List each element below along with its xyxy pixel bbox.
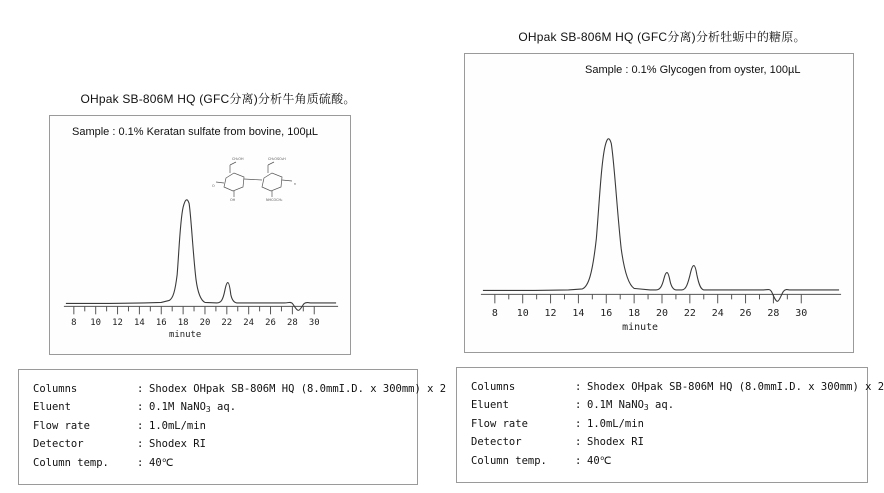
conditions-row (33, 380, 447, 398)
svg-text:28: 28 (767, 308, 780, 320)
svg-text:12: 12 (112, 318, 123, 329)
conditions-key: Detector (471, 436, 522, 449)
conditions-row (33, 417, 405, 435)
svg-text:O: O (212, 184, 215, 188)
svg-text:26: 26 (265, 318, 276, 329)
svg-text:16: 16 (155, 318, 167, 329)
svg-text:CH₂OH: CH₂OH (232, 157, 244, 161)
conditions-value: 0.1M NaNO$_3$ aq. (587, 399, 675, 413)
conditions-row (33, 454, 405, 472)
conditions-value: 0.1M NaNO$_3$ aq. (149, 401, 237, 415)
conditions-row (471, 378, 884, 396)
chart-keratan-sulfate (49, 115, 351, 355)
svg-text:10: 10 (516, 308, 529, 320)
conditions-key: Eluent (33, 401, 71, 414)
conditions-key: Detector (33, 438, 84, 451)
svg-text:18: 18 (628, 308, 641, 320)
svg-text:minute: minute (168, 330, 202, 341)
svg-text:8: 8 (71, 318, 77, 329)
svg-text:OH: OH (230, 198, 236, 202)
svg-text:22: 22 (221, 318, 233, 329)
conditions-sep: : (575, 399, 582, 412)
svg-text:26: 26 (739, 308, 752, 320)
svg-text:30: 30 (308, 318, 320, 329)
conditions-sep: : (137, 438, 144, 451)
svg-text:minute: minute (622, 322, 659, 334)
conditions-table-right (456, 367, 884, 483)
conditions-row (471, 396, 855, 414)
conditions-sep: : (137, 401, 144, 414)
svg-text:24: 24 (711, 308, 724, 320)
conditions-row (471, 433, 855, 451)
conditions-value: Shodex OHpak SB-806M HQ (8.0mmI.D. x 300mm) x 2 (149, 383, 447, 395)
conditions-table-left (18, 369, 447, 485)
conditions-value: 40℃ (587, 454, 612, 467)
conditions-row (471, 415, 855, 433)
svg-text:n: n (294, 182, 297, 186)
svg-text:8: 8 (491, 308, 498, 320)
sample-label-left: Sample : 0.1% Keratan sulfate from bovine, 100µL (72, 126, 319, 138)
conditions-value: 1.0mL/min (149, 419, 206, 432)
conditions-row (471, 452, 855, 470)
panel-title-left: OHpak SB-806M HQ (GFC分离)分析牛角质硫酸。 (80, 92, 356, 106)
conditions-key: Flow rate (471, 417, 528, 430)
svg-text:CH₂OSO₃H: CH₂OSO₃H (268, 157, 286, 161)
svg-text:12: 12 (544, 308, 557, 320)
conditions-key: Column temp. (33, 456, 109, 469)
panel-title-right: OHpak SB-806M HQ (GFC分离)分析牡蛎中的糖原。 (518, 30, 806, 44)
keratan-sulfate-structure-icon (210, 152, 310, 204)
plot-area-right (465, 54, 853, 352)
svg-text:28: 28 (287, 318, 298, 329)
conditions-value: 40℃ (149, 456, 174, 469)
conditions-sep: : (575, 381, 582, 393)
conditions-sep: : (137, 383, 144, 395)
conditions-sep: : (575, 417, 582, 430)
svg-text:NHCOCH₃: NHCOCH₃ (266, 198, 283, 202)
svg-text:30: 30 (795, 308, 808, 320)
conditions-value: Shodex RI (149, 438, 206, 451)
chromatogram-panel-glycogen (456, 28, 884, 483)
conditions-key: Columns (33, 383, 78, 395)
conditions-value: Shodex RI (587, 436, 644, 449)
conditions-key: Eluent (471, 399, 509, 412)
conditions-key: Column temp. (471, 454, 547, 467)
conditions-value: 1.0mL/min (587, 417, 644, 430)
conditions-key: Columns (471, 381, 516, 393)
sample-label-right: Sample : 0.1% Glycogen from oyster, 100µL (585, 64, 801, 76)
svg-text:20: 20 (655, 308, 668, 320)
conditions-row (33, 398, 405, 416)
conditions-sep: : (575, 436, 582, 449)
conditions-key: Flow rate (33, 419, 90, 432)
svg-text:24: 24 (243, 318, 255, 329)
conditions-sep: : (137, 419, 144, 432)
conditions-sep: : (137, 456, 144, 469)
conditions-sep: : (575, 454, 582, 467)
svg-text:10: 10 (90, 318, 102, 329)
svg-text:14: 14 (572, 308, 585, 320)
chart-glycogen (464, 53, 854, 353)
svg-text:18: 18 (177, 318, 189, 329)
chromatogram-panel-keratan-sulfate (18, 90, 447, 485)
svg-text:14: 14 (134, 318, 145, 329)
svg-text:22: 22 (683, 308, 696, 320)
svg-text:16: 16 (600, 308, 613, 320)
svg-text:20: 20 (199, 318, 211, 329)
conditions-value: Shodex OHpak SB-806M HQ (8.0mmI.D. x 300mm) x 2 (587, 381, 884, 393)
conditions-row (33, 435, 405, 453)
